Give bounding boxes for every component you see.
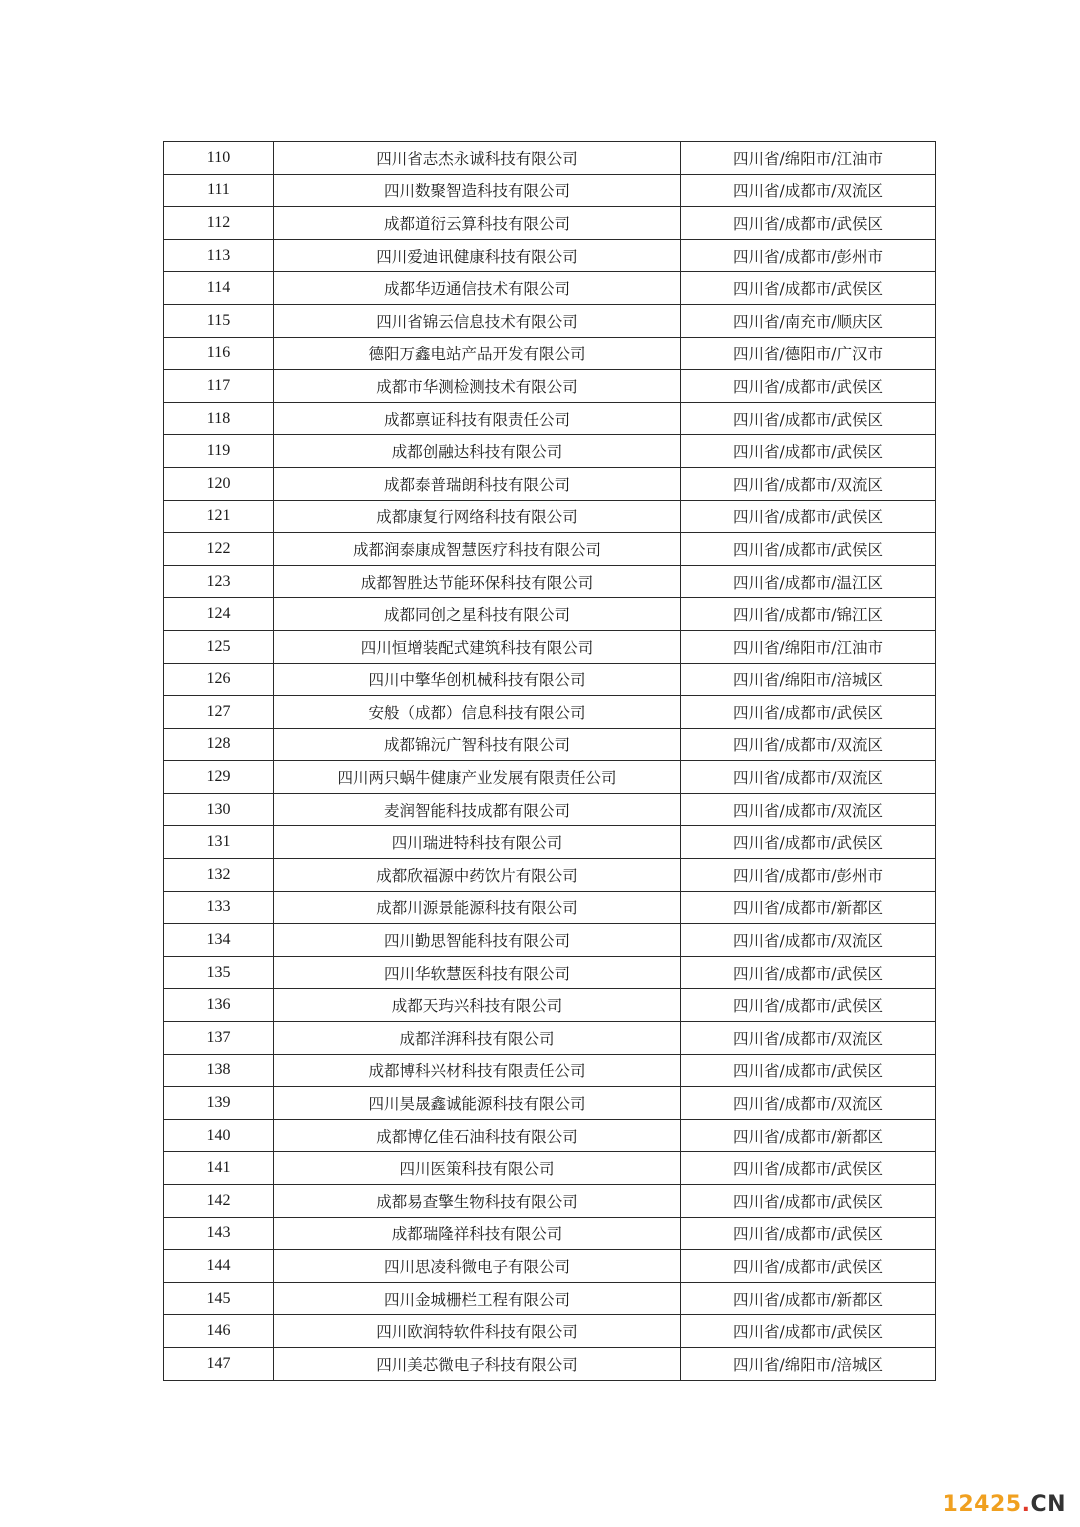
region-cell: 四川省/成都市/武侯区 (681, 1152, 936, 1185)
row-number-cell: 124 (164, 598, 274, 631)
region-cell: 四川省/成都市/彭州市 (681, 239, 936, 272)
table-row (164, 826, 936, 859)
row-number-cell: 113 (164, 239, 274, 272)
company-name-cell: 成都川源景能源科技有限公司 (274, 891, 681, 924)
table-row (164, 1054, 936, 1087)
table-row (164, 1217, 936, 1250)
region-cell: 四川省/成都市/武侯区 (681, 956, 936, 989)
region-cell: 四川省/成都市/双流区 (681, 761, 936, 794)
row-number-cell: 126 (164, 663, 274, 696)
table-row (164, 207, 936, 240)
company-name-cell: 成都瑞隆祥科技有限公司 (274, 1217, 681, 1250)
row-number-cell: 143 (164, 1217, 274, 1250)
region-cell: 四川省/成都市/双流区 (681, 174, 936, 207)
region-cell: 四川省/成都市/武侯区 (681, 696, 936, 729)
table-row (164, 533, 936, 566)
table-row (164, 239, 936, 272)
table-row (164, 663, 936, 696)
region-cell: 四川省/成都市/彭州市 (681, 859, 936, 892)
row-number-cell: 127 (164, 696, 274, 729)
table-row (164, 1087, 936, 1120)
table-row (164, 989, 936, 1022)
watermark-cn: CN (1030, 1492, 1066, 1517)
row-number-cell: 146 (164, 1315, 274, 1348)
row-number-cell: 117 (164, 370, 274, 403)
company-name-cell: 四川爱迪讯健康科技有限公司 (274, 239, 681, 272)
region-cell: 四川省/成都市/双流区 (681, 1087, 936, 1120)
company-name-cell: 成都易查擎生物科技有限公司 (274, 1185, 681, 1218)
company-name-cell: 成都锦沅广智科技有限公司 (274, 728, 681, 761)
company-name-cell: 四川思凌科微电子有限公司 (274, 1250, 681, 1283)
table-row (164, 924, 936, 957)
company-name-cell: 成都洋湃科技有限公司 (274, 1022, 681, 1055)
table-row (164, 1022, 936, 1055)
row-number-cell: 144 (164, 1250, 274, 1283)
table-row (164, 565, 936, 598)
table-row (164, 696, 936, 729)
row-number-cell: 119 (164, 435, 274, 468)
table-row (164, 793, 936, 826)
row-number-cell: 131 (164, 826, 274, 859)
region-cell: 四川省/绵阳市/涪城区 (681, 663, 936, 696)
table-row (164, 500, 936, 533)
company-name-cell: 四川医策科技有限公司 (274, 1152, 681, 1185)
company-name-cell: 四川华软慧医科技有限公司 (274, 956, 681, 989)
table-row (164, 598, 936, 631)
region-cell: 四川省/成都市/武侯区 (681, 533, 936, 566)
company-name-cell: 成都创融达科技有限公司 (274, 435, 681, 468)
region-cell: 四川省/成都市/武侯区 (681, 1315, 936, 1348)
company-name-cell: 四川省志杰永诚科技有限公司 (274, 142, 681, 175)
region-cell: 四川省/绵阳市/江油市 (681, 630, 936, 663)
region-cell: 四川省/成都市/武侯区 (681, 435, 936, 468)
region-cell: 四川省/成都市/新都区 (681, 1282, 936, 1315)
table-row (164, 728, 936, 761)
region-cell: 四川省/成都市/双流区 (681, 793, 936, 826)
region-cell: 四川省/成都市/武侯区 (681, 370, 936, 403)
company-name-cell: 四川两只蜗牛健康产业发展有限责任公司 (274, 761, 681, 794)
company-name-cell: 四川金城栅栏工程有限公司 (274, 1282, 681, 1315)
row-number-cell: 130 (164, 793, 274, 826)
row-number-cell: 135 (164, 956, 274, 989)
company-name-cell: 四川瑞进特科技有限公司 (274, 826, 681, 859)
row-number-cell: 136 (164, 989, 274, 1022)
row-number-cell: 132 (164, 859, 274, 892)
table-row (164, 761, 936, 794)
company-name-cell: 四川勤思智能科技有限公司 (274, 924, 681, 957)
row-number-cell: 116 (164, 337, 274, 370)
row-number-cell: 145 (164, 1282, 274, 1315)
company-name-cell: 成都天玙兴科技有限公司 (274, 989, 681, 1022)
region-cell: 四川省/成都市/温江区 (681, 565, 936, 598)
company-name-cell: 成都泰普瑞朗科技有限公司 (274, 467, 681, 500)
row-number-cell: 141 (164, 1152, 274, 1185)
table-row (164, 1250, 936, 1283)
region-cell: 四川省/德阳市/广汉市 (681, 337, 936, 370)
company-name-cell: 成都同创之星科技有限公司 (274, 598, 681, 631)
site-watermark (943, 1492, 1066, 1517)
row-number-cell: 142 (164, 1185, 274, 1218)
table-row (164, 304, 936, 337)
region-cell: 四川省/成都市/新都区 (681, 1119, 936, 1152)
table-row (164, 630, 936, 663)
region-cell: 四川省/成都市/武侯区 (681, 272, 936, 305)
company-name-cell: 麦润智能科技成都有限公司 (274, 793, 681, 826)
row-number-cell: 134 (164, 924, 274, 957)
row-number-cell: 114 (164, 272, 274, 305)
table-row (164, 402, 936, 435)
company-name-cell: 德阳万鑫电站产品开发有限公司 (274, 337, 681, 370)
company-name-cell: 四川昊晟鑫诚能源科技有限公司 (274, 1087, 681, 1120)
region-cell: 四川省/成都市/武侯区 (681, 826, 936, 859)
region-cell: 四川省/成都市/武侯区 (681, 1217, 936, 1250)
region-cell: 四川省/成都市/双流区 (681, 1022, 936, 1055)
table-row (164, 1152, 936, 1185)
row-number-cell: 111 (164, 174, 274, 207)
row-number-cell: 139 (164, 1087, 274, 1120)
row-number-cell: 140 (164, 1119, 274, 1152)
row-number-cell: 115 (164, 304, 274, 337)
region-cell: 四川省/成都市/双流区 (681, 467, 936, 500)
company-name-cell: 成都道衍云算科技有限公司 (274, 207, 681, 240)
company-name-cell: 四川恒增装配式建筑科技有限公司 (274, 630, 681, 663)
row-number-cell: 110 (164, 142, 274, 175)
region-cell: 四川省/成都市/武侯区 (681, 1185, 936, 1218)
row-number-cell: 125 (164, 630, 274, 663)
table-row (164, 174, 936, 207)
region-cell: 四川省/成都市/武侯区 (681, 1250, 936, 1283)
row-number-cell: 121 (164, 500, 274, 533)
table-row (164, 1315, 936, 1348)
row-number-cell: 147 (164, 1347, 274, 1380)
company-name-cell: 四川省锦云信息技术有限公司 (274, 304, 681, 337)
watermark-number: 12425 (942, 1492, 1022, 1517)
row-number-cell: 122 (164, 533, 274, 566)
row-number-cell: 123 (164, 565, 274, 598)
table-row (164, 1282, 936, 1315)
table-row (164, 337, 936, 370)
row-number-cell: 128 (164, 728, 274, 761)
table-row (164, 1347, 936, 1380)
region-cell: 四川省/成都市/双流区 (681, 924, 936, 957)
company-name-cell: 四川欧润特软件科技有限公司 (274, 1315, 681, 1348)
region-cell: 四川省/绵阳市/涪城区 (681, 1347, 936, 1380)
region-cell: 四川省/成都市/锦江区 (681, 598, 936, 631)
region-cell: 四川省/成都市/双流区 (681, 728, 936, 761)
company-table (163, 141, 936, 1381)
company-name-cell: 四川数聚智造科技有限公司 (274, 174, 681, 207)
region-cell: 四川省/绵阳市/江油市 (681, 142, 936, 175)
table-row (164, 1185, 936, 1218)
row-number-cell: 129 (164, 761, 274, 794)
table-row (164, 1119, 936, 1152)
watermark-dot: . (1021, 1492, 1031, 1517)
company-name-cell: 成都智胜达节能环保科技有限公司 (274, 565, 681, 598)
row-number-cell: 133 (164, 891, 274, 924)
company-name-cell: 成都润泰康成智慧医疗科技有限公司 (274, 533, 681, 566)
company-name-cell: 成都博亿佳石油科技有限公司 (274, 1119, 681, 1152)
company-name-cell: 成都市华测检测技术有限公司 (274, 370, 681, 403)
row-number-cell: 112 (164, 207, 274, 240)
company-name-cell: 成都博科兴材科技有限责任公司 (274, 1054, 681, 1087)
company-name-cell: 成都欣福源中药饮片有限公司 (274, 859, 681, 892)
row-number-cell: 138 (164, 1054, 274, 1087)
table-row (164, 370, 936, 403)
region-cell: 四川省/成都市/武侯区 (681, 500, 936, 533)
table-body (164, 142, 936, 1381)
company-name-cell: 成都康复行网络科技有限公司 (274, 500, 681, 533)
row-number-cell: 137 (164, 1022, 274, 1055)
region-cell: 四川省/南充市/顺庆区 (681, 304, 936, 337)
region-cell: 四川省/成都市/武侯区 (681, 207, 936, 240)
region-cell: 四川省/成都市/武侯区 (681, 1054, 936, 1087)
region-cell: 四川省/成都市/新都区 (681, 891, 936, 924)
table-row (164, 891, 936, 924)
table-row (164, 956, 936, 989)
row-number-cell: 118 (164, 402, 274, 435)
table-row (164, 435, 936, 468)
table-row (164, 467, 936, 500)
company-name-cell: 安般（成都）信息科技有限公司 (274, 696, 681, 729)
region-cell: 四川省/成都市/武侯区 (681, 989, 936, 1022)
company-name-cell: 成都禀证科技有限责任公司 (274, 402, 681, 435)
table-row (164, 859, 936, 892)
row-number-cell: 120 (164, 467, 274, 500)
table-row (164, 142, 936, 175)
table-row (164, 272, 936, 305)
company-name-cell: 成都华迈通信技术有限公司 (274, 272, 681, 305)
region-cell: 四川省/成都市/武侯区 (681, 402, 936, 435)
company-name-cell: 四川中擎华创机械科技有限公司 (274, 663, 681, 696)
company-name-cell: 四川美芯微电子科技有限公司 (274, 1347, 681, 1380)
